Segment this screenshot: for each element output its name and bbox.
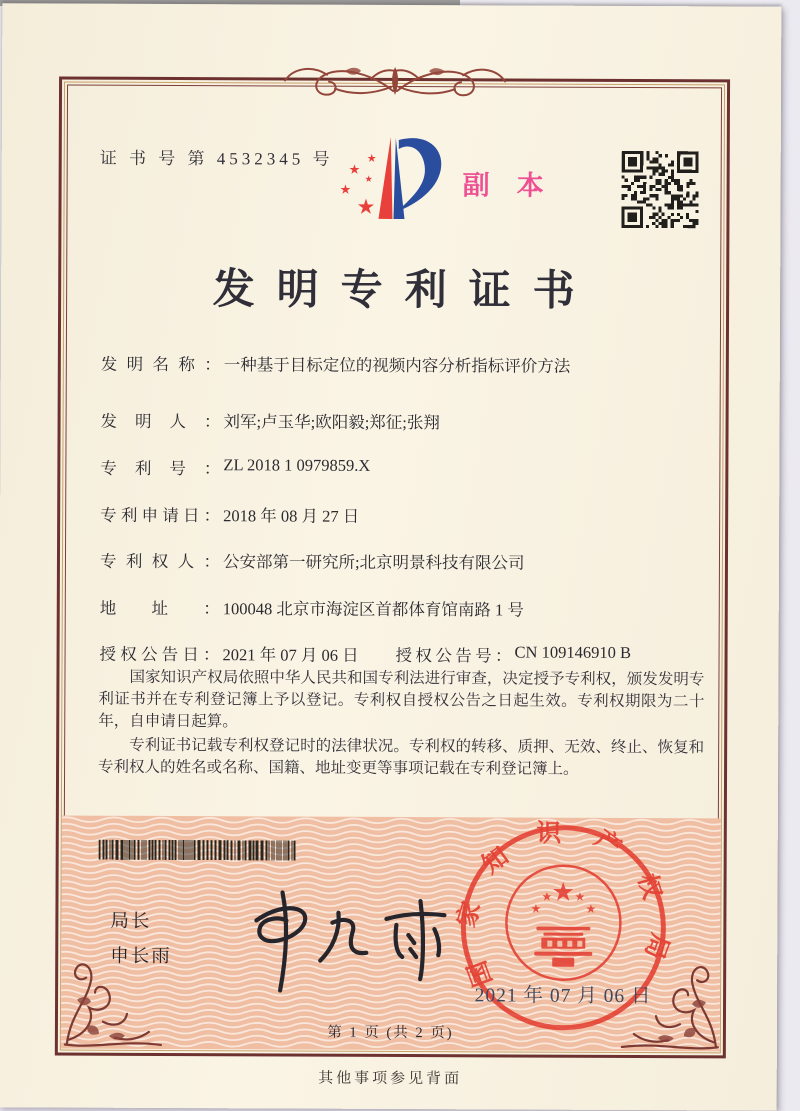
svg-text:★: ★ [541, 889, 553, 904]
field-inventors [101, 408, 440, 433]
svg-text:★: ★ [366, 151, 377, 165]
certificate-title: 发明专利证书 [212, 267, 597, 315]
page-number: 第 1 页 (共 2 页) [327, 1024, 454, 1042]
field-label: 发明名称： [100, 354, 221, 375]
field-label: 授权公告日： [99, 644, 220, 665]
svg-text:★: ★ [574, 889, 586, 904]
svg-text:★: ★ [348, 162, 361, 178]
field-invention-name [101, 351, 571, 377]
duplicate-copy-label: 副本 [462, 170, 571, 201]
svg-text:★: ★ [530, 901, 542, 916]
cnipa-logo-icon [336, 132, 451, 228]
svg-text:★: ★ [339, 182, 352, 198]
legal-statement [98, 667, 704, 784]
legal-paragraph-2: 专利证书记载专利权登记时的法律状况。专利权的转移、质押、无效、终止、恢复和专利权人的姓名或名称、国籍、地址变更等事项记载在专利登记簿上。 [98, 736, 705, 778]
field-value: 公安部第一研究所;北京明景科技有限公司 [222, 552, 525, 573]
field-value: 刘军;卢玉华;欧阳毅;郑征;张翔 [223, 412, 440, 433]
field-patentee [100, 548, 525, 574]
handwritten-signature [220, 872, 466, 995]
field-label: 地址： [99, 598, 220, 619]
commissioner-title: 局长 [110, 909, 152, 931]
svg-text:★: ★ [356, 194, 376, 219]
svg-text:★: ★ [585, 901, 597, 916]
field-address [100, 595, 524, 621]
field-label: 专利申请日： [100, 505, 221, 526]
commissioner-name: 申长雨 [110, 944, 172, 967]
field-filing-date [100, 502, 359, 527]
field-value: CN 109146910 B [514, 642, 632, 663]
seal-ring-text: 国家知识产权局 [452, 820, 674, 991]
svg-text:★: ★ [551, 877, 575, 908]
field-value: 2021 年 07 月 06 日 [222, 645, 359, 665]
field-value: 一种基于目标定位的视频内容分析指标评价方法 [223, 355, 571, 376]
field-value: 100048 北京市海淀区首都体育馆南路 1 号 [222, 599, 524, 620]
field-grant-date-and-number [100, 641, 720, 668]
seal-date: 2021 年 07 月 06 日 [474, 985, 652, 1008]
reverse-side-note: 其他事项参见背面 [318, 1070, 463, 1088]
field-label: 授权公告号： [395, 645, 512, 666]
top-ornament-icon [275, 54, 515, 105]
field-label: 专利权人： [99, 551, 221, 572]
field-value: ZL 2018 1 0979859.X [223, 455, 371, 475]
field-label: 专利号： [100, 458, 221, 479]
certificate-number: 证 书 号 第 4532345 号 [99, 148, 334, 169]
field-patent-number [100, 455, 370, 480]
field-label: 发明人： [100, 411, 221, 432]
qr-code-icon [621, 151, 698, 228]
barcode-icon [99, 840, 301, 861]
svg-text:★: ★ [364, 174, 373, 185]
certificate-page [0, 3, 781, 1110]
national-emblem-icon [506, 865, 620, 979]
legal-paragraph-1: 国家知识产权局依照中华人民共和国专利法进行审查，决定授予专利权，颁发发明专利证书并在专利登记簿上予以登记。专利权自授权公告之日起生效。专利权期限为二十年，自申请日起算。 [98, 668, 705, 731]
field-value: 2018 年 08 月 27 日 [223, 506, 360, 526]
